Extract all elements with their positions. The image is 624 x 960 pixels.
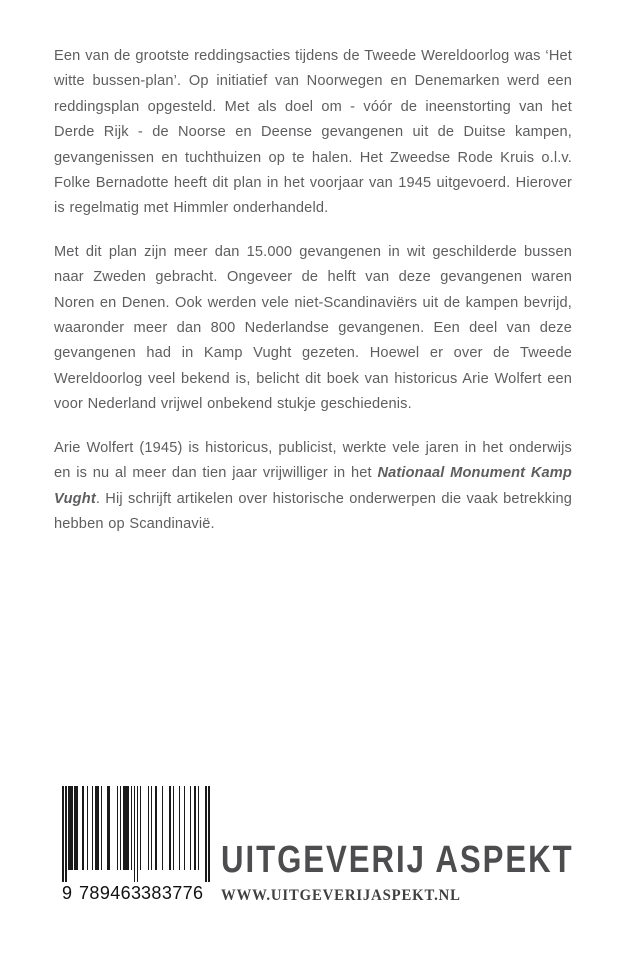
publisher-name: UITGEVERIJ ASPEKT [221, 839, 574, 881]
paragraph-1-run-1: Een van de grootste reddingsacties tijdens de Tweede Wereldoorlog was ‘Het witte bussen-plan’. Op initiatief van Noorwegen en Denemarken werd een reddingsplan opgesteld. Met als doel om - vóór de ineenstorting van het Derde Rijk - de Noorse en Deense gevangenen uit de Duitse kampen, gevangenissen en tuchthuizen op te halen. Het Zweedse Rode Kruis o.l.v. Folke Bernadotte heeft dit plan in het voorjaar van 1945 uitgevoerd. Hierover is regelmatig met Himmler onderhandeld. [54, 48, 572, 217]
barcode-left-group: 789463 [79, 883, 142, 903]
publisher-website[interactable]: WWW.UITGEVERIJASPEKT.NL [221, 887, 461, 904]
author-bio-run-1: Arie Wolfert (1945) is historicus, publicist, werkte vele jaren in het onderwijs en is nu al meer dan tien jaar vrijwilliger in het [54, 439, 572, 482]
barcode-lead-digit: 9 [62, 883, 73, 903]
isbn-barcode [62, 786, 214, 904]
paragraph-2-run-1: Met dit plan zijn meer dan 15.000 gevangenen in wit geschilderde bussen naar Zweden gebracht. Ongeveer de helft van deze gevangenen waren Noren en Denen. Ook werden vele niet-Scandinaviërs uit de kampen bevrijd, waaronder meer dan 800 Nederlandse gevangenen. Een deel van deze gevangenen had in Kamp Vught gezeten. Hoewel er over de Tweede Wereldoorlog veel bekend is, belicht dit boek van historicus Arie Wolfert een voor Nederland vrijwel onbekend stukje geschiedenis. [54, 243, 572, 413]
barcode-right-group: 383776 [141, 883, 204, 903]
author-bio-emphasis-organisation: Nationaal Monument Kamp Vught [54, 465, 572, 507]
blurb-text-block [54, 44, 572, 537]
barcode-bars [62, 786, 210, 882]
blurb-paragraph-1 [54, 44, 572, 222]
author-bio-run-3: . Hij schrijft artikelen over historische onderwerpen die vaak betrekking hebben op Scandinavië. [54, 490, 572, 532]
barcode-digits [62, 882, 210, 904]
publisher-logo [221, 839, 574, 905]
blurb-paragraph-3-author-bio [54, 436, 572, 538]
cover-footer [0, 782, 624, 922]
blurb-paragraph-2 [54, 240, 572, 418]
